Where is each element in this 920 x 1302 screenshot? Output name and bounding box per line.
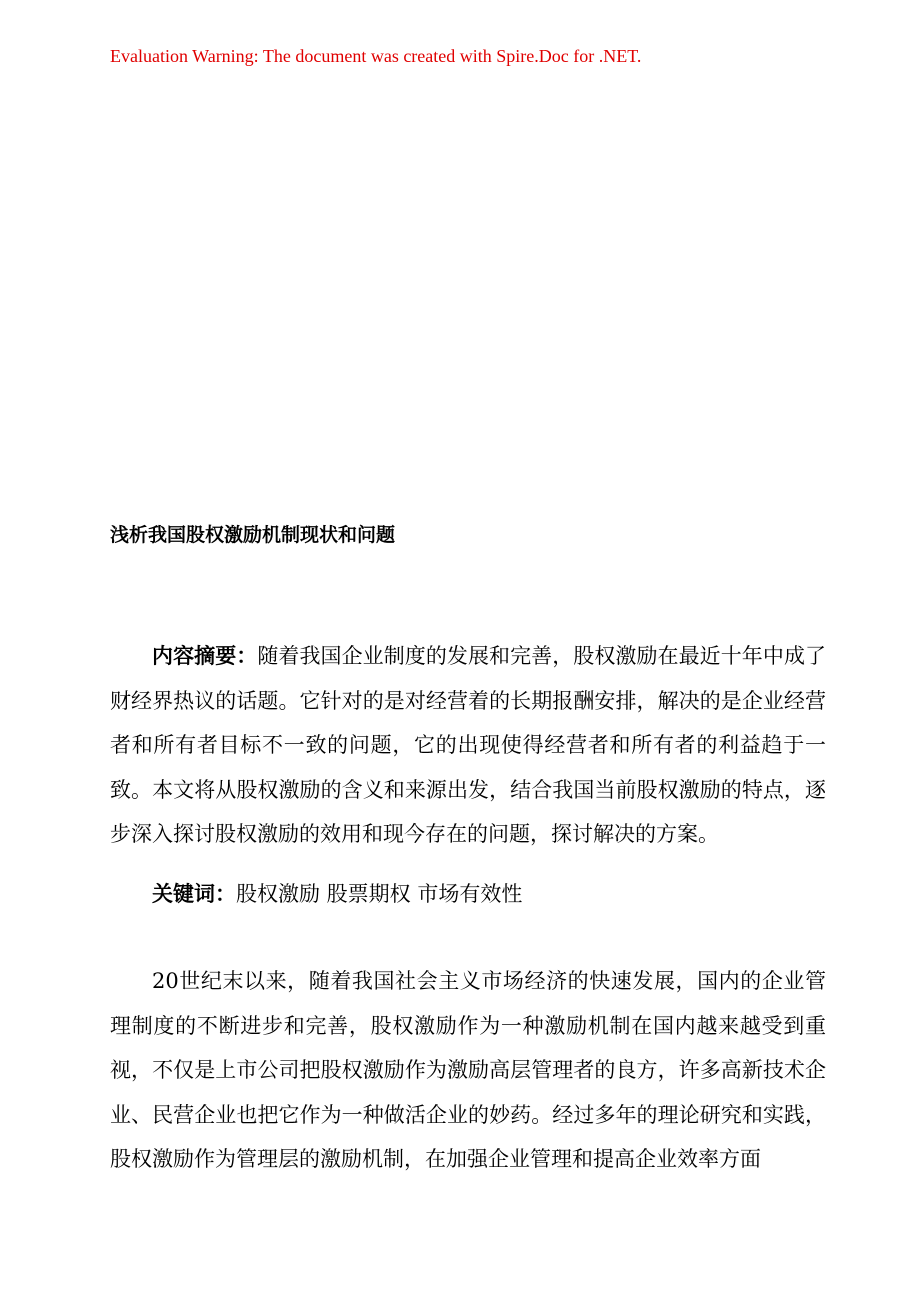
document-title: 浅析我国股权激励机制现状和问题 (110, 524, 396, 546)
abstract-text: 随着我国企业制度的发展和完善，股权激励在最近十年中成了财经界热议的话题。它针对的是对经营着的长期报酬安排，解决的是企业经营者和所有者目标不一致的问题，它的出现使得经营者和所有者的利益趋于一致。本文将从股权激励的含义和来源出发，结合我国当前股权激励的特点，逐步深入探讨股权激励的效用和现今存在的问题，探讨解决的方案。 (110, 644, 827, 846)
keywords-label: 关键词： (152, 881, 236, 906)
keywords-paragraph (110, 872, 826, 917)
abstract-label: 内容摘要： (152, 643, 258, 668)
evaluation-warning: Evaluation Warning: The document was created with Spire.Doc for .NET. (110, 46, 642, 66)
keywords-text: 股权激励 股票期权 市场有效性 (236, 882, 523, 906)
abstract-paragraph (110, 634, 826, 857)
body-paragraph: 20世纪末以来，随着我国社会主义市场经济的快速发展，国内的企业管理制度的不断进步和完善，股权激励作为一种激励机制在国内越来越受到重视，不仅是上市公司把股权激励作为激励高层管理者的良方，许多高新技术企业、民营企业也把它作为一种做活企业的妙药。经过多年的理论研究和实践，股权激励作为管理层的激励机制，在加强企业管理和提高企业效率方面 (110, 969, 826, 1171)
